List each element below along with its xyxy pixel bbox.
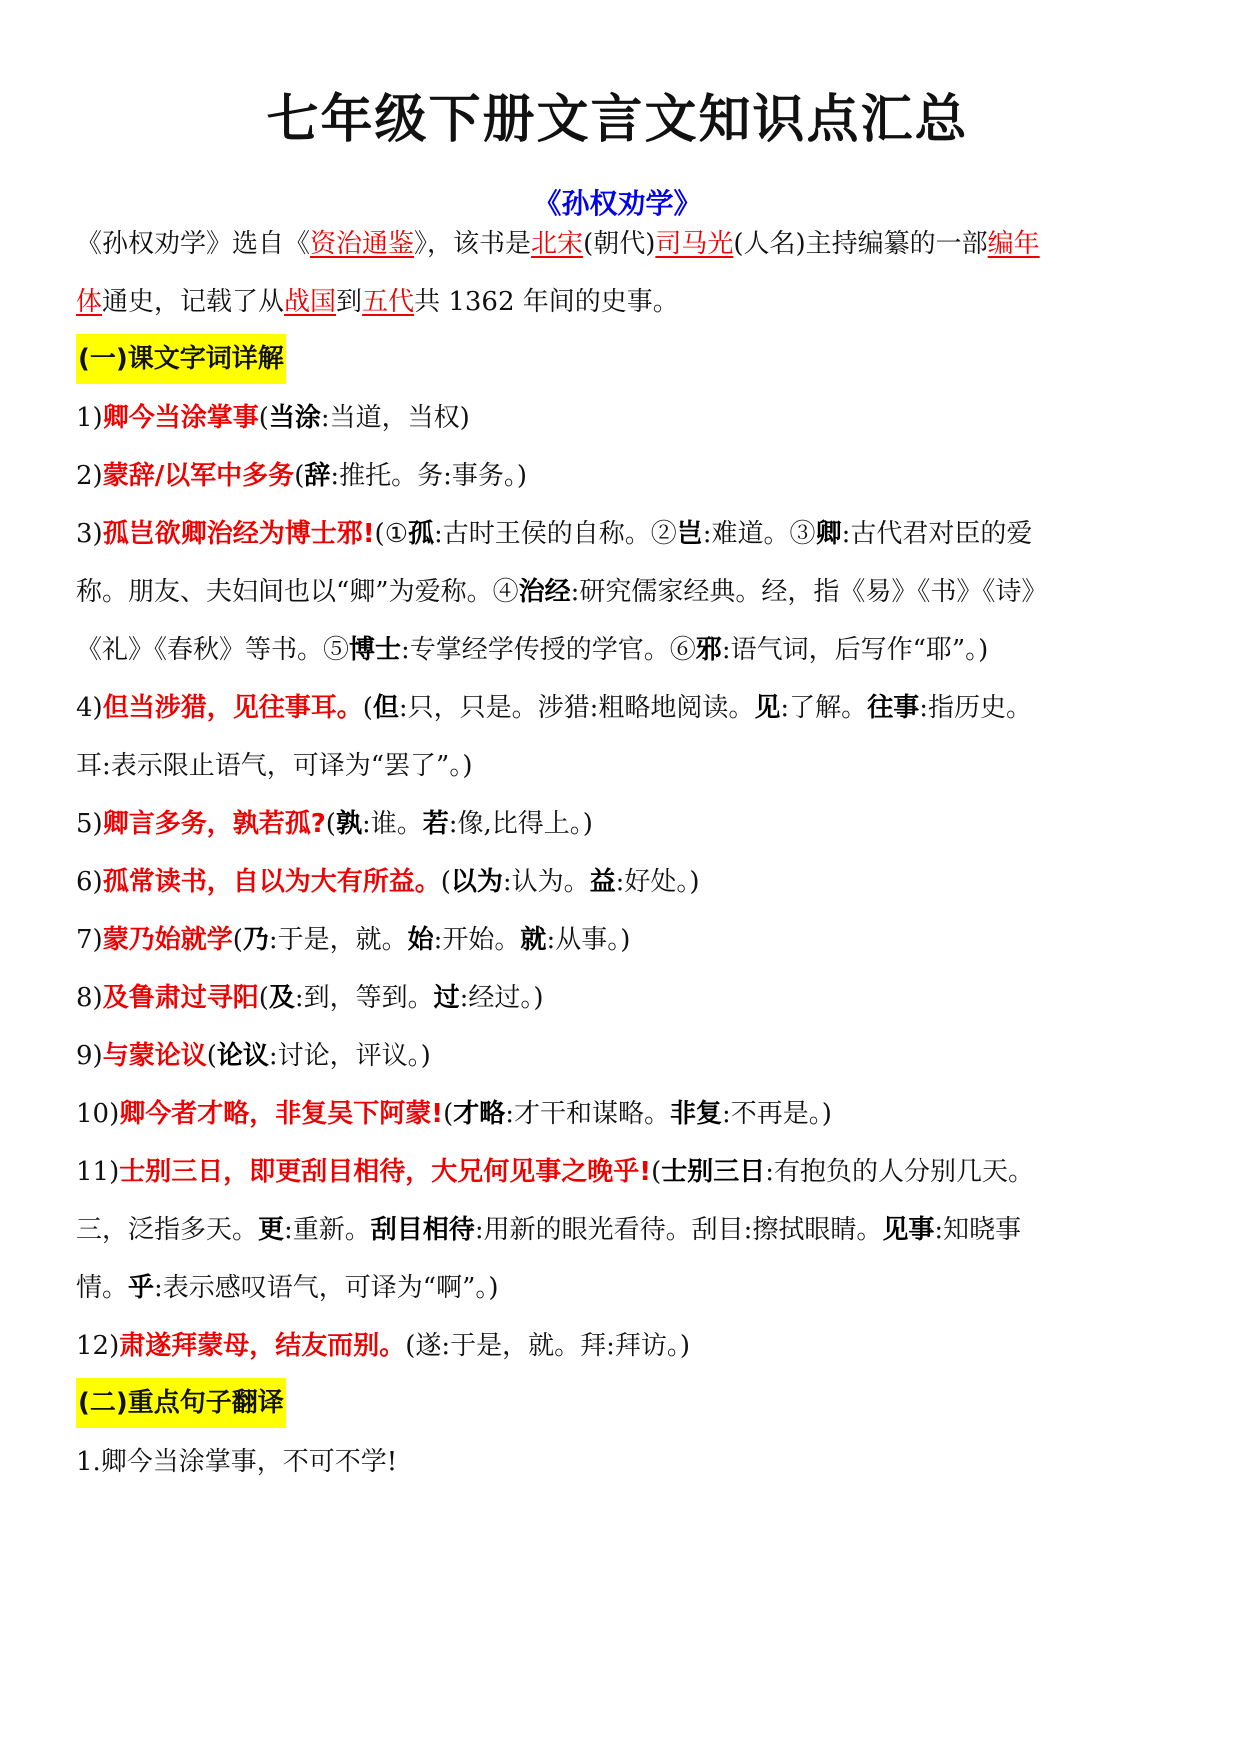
list-item-continuation: 称。朋友、夫妇间也以“卿”为爱称。④治经:研究儒家经典。经，指《易》《书》《诗》 <box>76 577 1048 607</box>
list-item: 5)卿言多务，孰若孤?(孰:谁。若:像,比得上。) <box>76 809 593 839</box>
list-item: 10)卿今者才略，非复吴下阿蒙!(才略:才干和谋略。非复:不再是。) <box>76 1099 832 1129</box>
list-item: 8)及鲁肃过寻阳(及:到，等到。过:经过。) <box>76 983 544 1013</box>
intro-line-2: 体通史，记载了从战国到五代共 1362 年间的史事。 <box>76 287 679 317</box>
keyword-zizhitongjian: 资治通鉴 <box>310 229 415 259</box>
list-item: 1)卿今当涂掌事(当涂:当道，当权) <box>76 403 470 433</box>
list-item: 4)但当涉猎，见往事耳。(但:只，只是。涉猎:粗略地阅读。见:了解。往事:指历史。 <box>76 693 1032 723</box>
list-item-continuation: 耳:表示限止语气，可译为“罢了”。) <box>76 751 473 781</box>
article-title: 《孙权劝学》 <box>533 187 702 220</box>
keyword-five-dynasties: 五代 <box>362 287 415 317</box>
list-item: 6)孤常读书，自以为大有所益。(以为:认为。益:好处。) <box>76 867 700 897</box>
keyword-style-b: 体 <box>76 287 103 317</box>
translation-item: 1.卿今当涂掌事，不可不学! <box>76 1447 398 1477</box>
list-item-continuation: 《礼》《春秋》等书。⑤博士:专掌经学传授的学官。⑥邪:语气词，后写作“耶”。) <box>76 635 989 665</box>
list-item-continuation: 情。乎:表示感叹语气，可译为“啊”。) <box>76 1273 499 1303</box>
section-heading-vocab: (一)课文字词详解 <box>76 334 286 384</box>
keyword-dynasty: 北宋 <box>531 229 584 259</box>
list-item-continuation: 三，泛指多天。更:重新。刮目相待:用新的眼光看待。刮目:擦拭眼睛。见事:知晓事 <box>76 1215 1022 1245</box>
page-title: 七年级下册文言文知识点汇总 <box>266 90 969 150</box>
keyword-warring-states: 战国 <box>284 287 337 317</box>
keyword-style-a: 编年 <box>987 229 1040 259</box>
list-item: 9)与蒙论议(论议:讨论，评议。) <box>76 1041 431 1071</box>
list-item: 11)士别三日，即更刮目相待，大兄何见事之晚乎!(士别三日:有抱负的人分别几天。 <box>76 1157 1035 1187</box>
list-item: 2)蒙辞/以军中多务(辞:推托。务:事务。) <box>76 461 528 491</box>
intro-line-1: 《孙权劝学》选自《资治通鉴》，该书是北宋(朝代)司马光(人名)主持编纂的一部编年 <box>76 229 1040 259</box>
list-item: 12)肃遂拜蒙母，结友而别。(遂:于是，就。拜:拜访。) <box>76 1331 691 1361</box>
section-heading-translation: (二)重点句子翻译 <box>76 1378 286 1428</box>
list-item: 3)孤岂欲卿治经为博士邪!(①孤:古时王侯的自称。②岂:难道。③卿:古代君对臣的爱 <box>76 519 1033 549</box>
list-item: 7)蒙乃始就学(乃:于是，就。始:开始。就:从事。) <box>76 925 631 955</box>
keyword-author: 司马光 <box>655 229 734 259</box>
